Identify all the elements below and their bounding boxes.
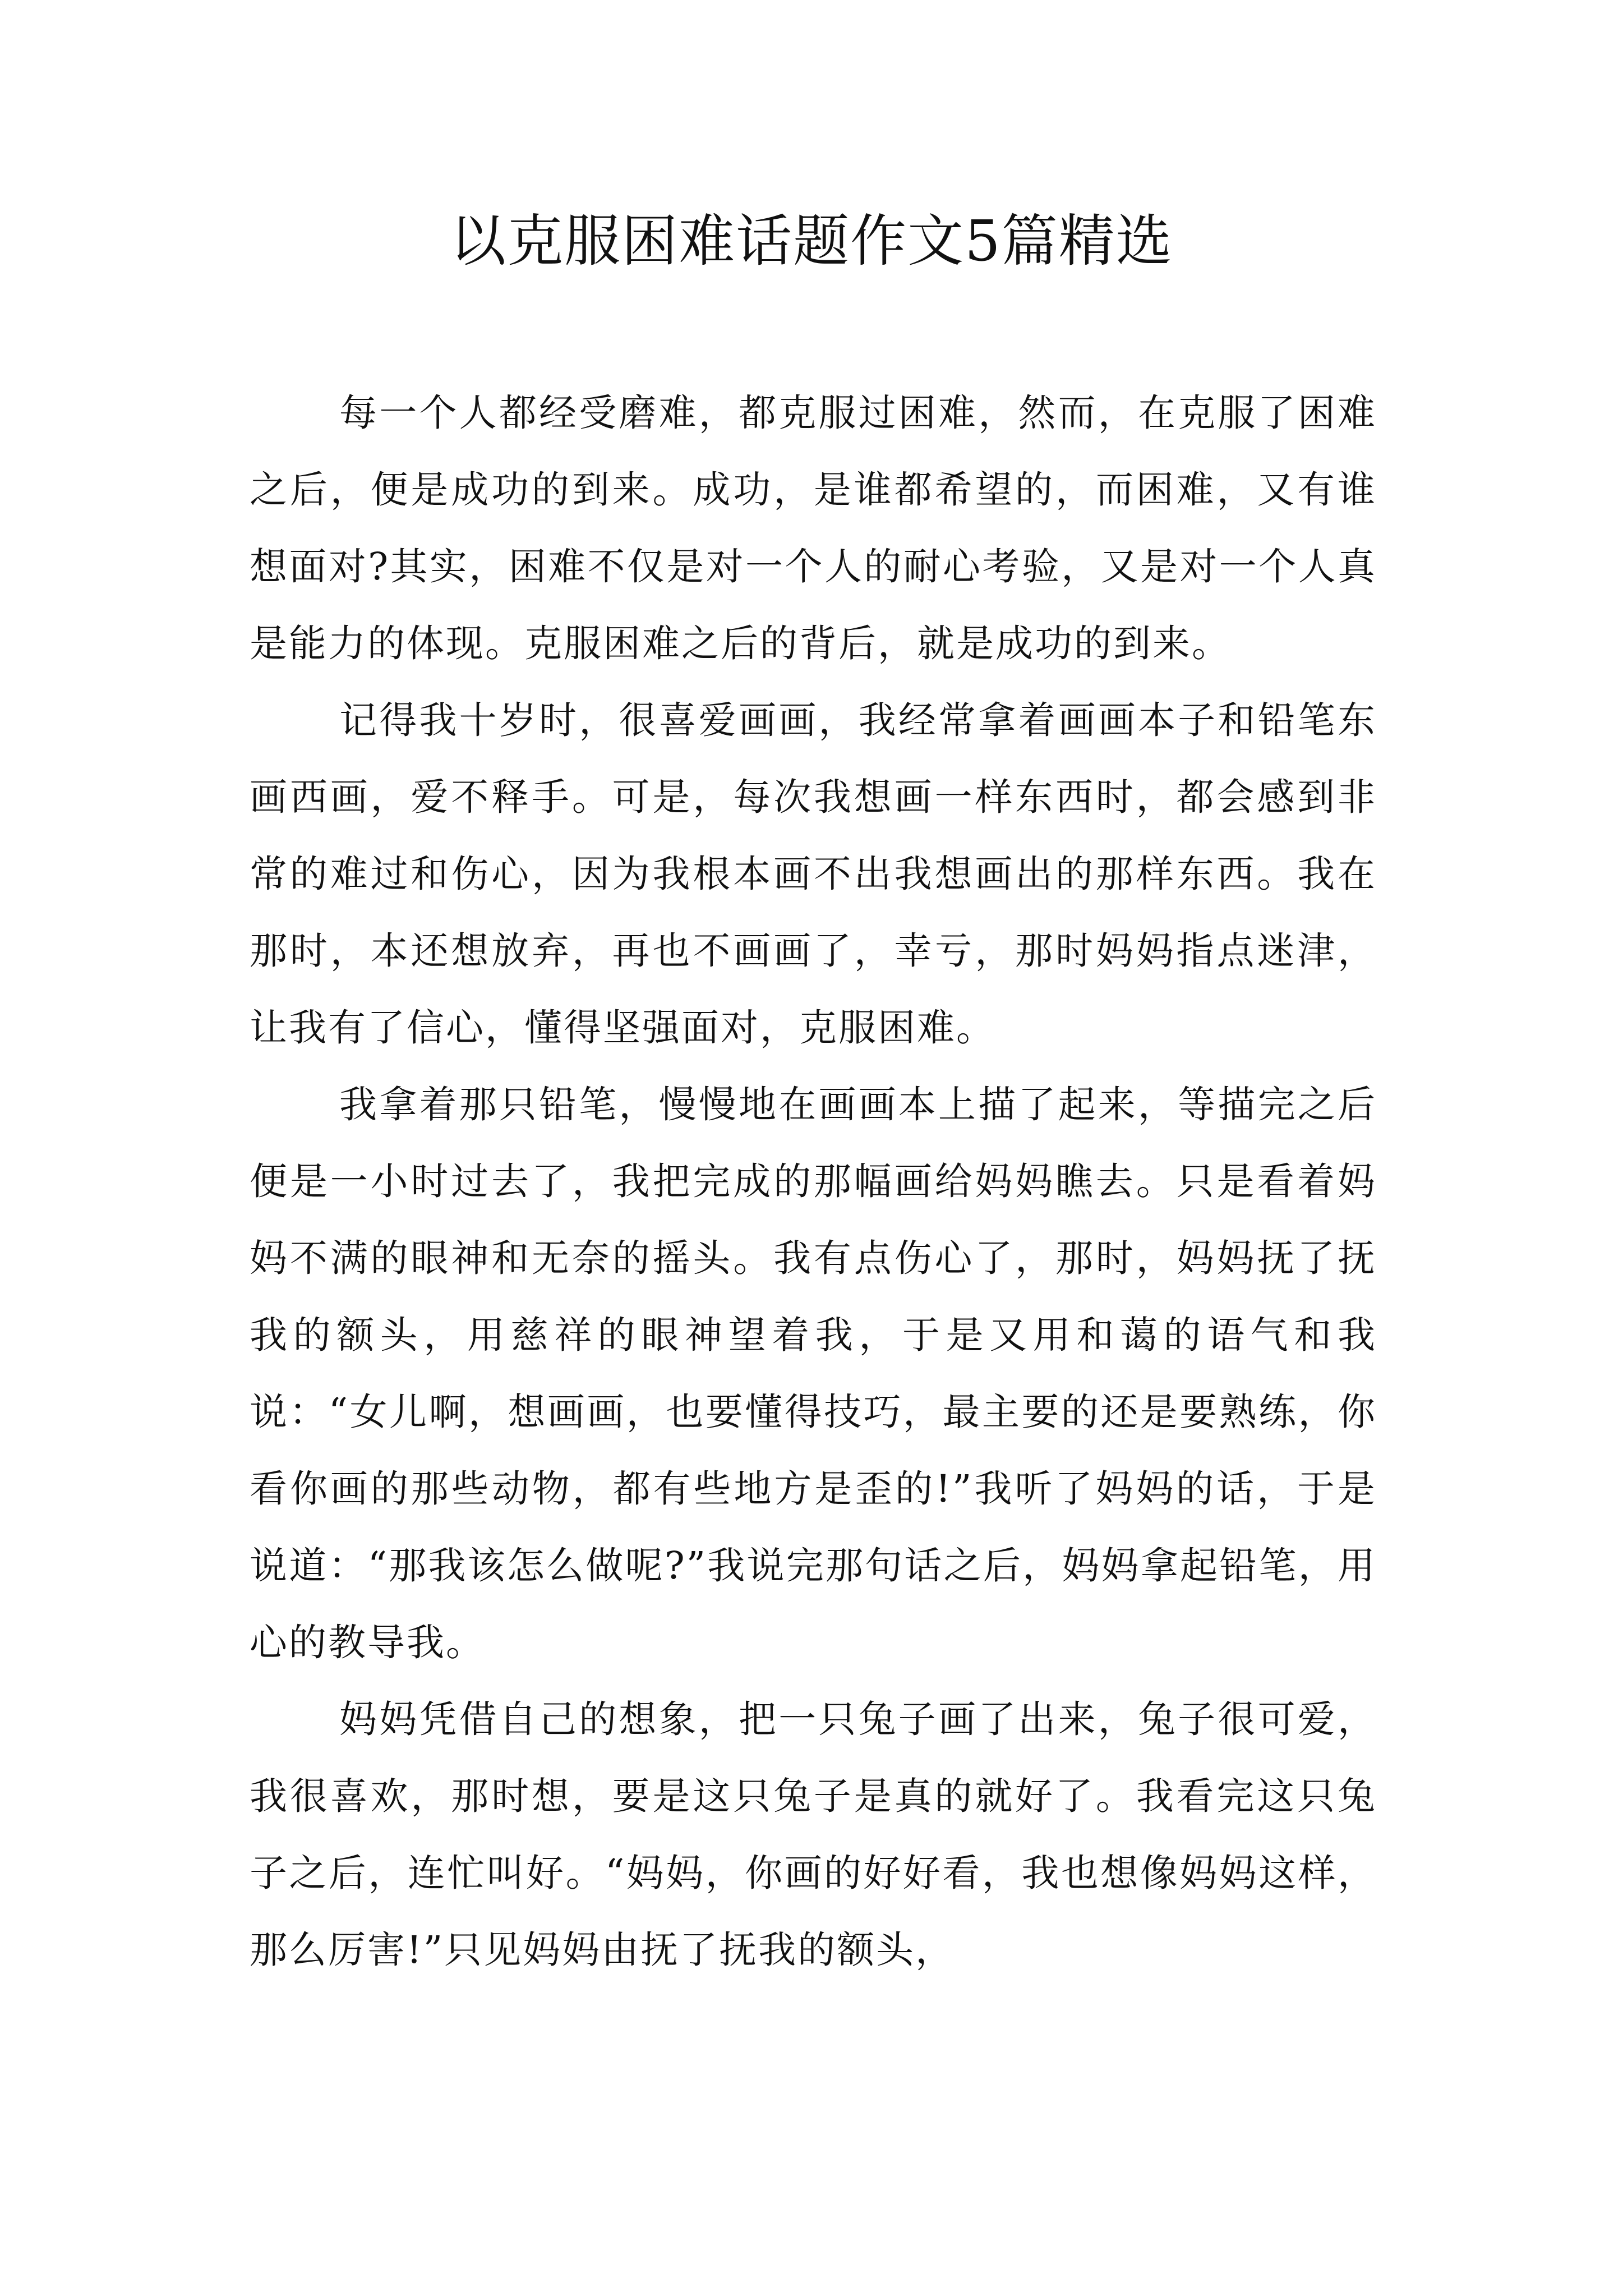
paragraph: 我拿着那只铅笔，慢慢地在画画本上描了起来，等描完之后便是一小时过去了，我把完成的那幅画给妈妈瞧去。只是看着妈妈不满的眼神和无奈的摇头。我有点伤心了，那时，妈妈抚了抚我的额头，用慈祥的眼神望着我，于是又用和蔼的语气和我说：“女儿啊，想画画，也要懂得技巧，最主要的还是要熟练，你看你画的那些动物，都有些地方是歪的!”我听了妈妈的话，于是说道：“那我该怎么做呢?”我说完那句话之后，妈妈拿起铅笔，用心的教导我。	[250, 1083, 1377, 1664]
document-title: 以克服困难话题作文5篇精选	[450, 208, 1173, 274]
paragraph: 妈妈凭借自己的想象，把一只兔子画了出来，兔子很可爱，我很喜欢，那时想，要是这只兔子是真的就好了。我看完这只兔子之后，连忙叫好。“妈妈，你画的好好看，我也想像妈妈这样，那么厉害!”只见妈妈由抚了抚我的额头，	[250, 1697, 1377, 1972]
document-body	[250, 375, 1377, 1989]
paragraph: 记得我十岁时，很喜爱画画，我经常拿着画画本子和铅笔东画西画，爱不释手。可是，每次我想画一样东西时，都会感到非常的难过和伤心，因为我根本画不出我想画出的那样东西。我在那时，本还想放弃，再也不画画了，幸亏，那时妈妈指点迷津，让我有了信心，懂得坚强面对，克服困难。	[250, 698, 1377, 1050]
paragraph: 每一个人都经受磨难，都克服过困难，然而，在克服了困难之后，便是成功的到来。成功，是谁都希望的，而困难，又有谁想面对?其实，困难不仅是对一个人的耐心考验，又是对一个人真是能力的体现。克服困难之后的背后，就是成功的到来。	[250, 391, 1377, 665]
